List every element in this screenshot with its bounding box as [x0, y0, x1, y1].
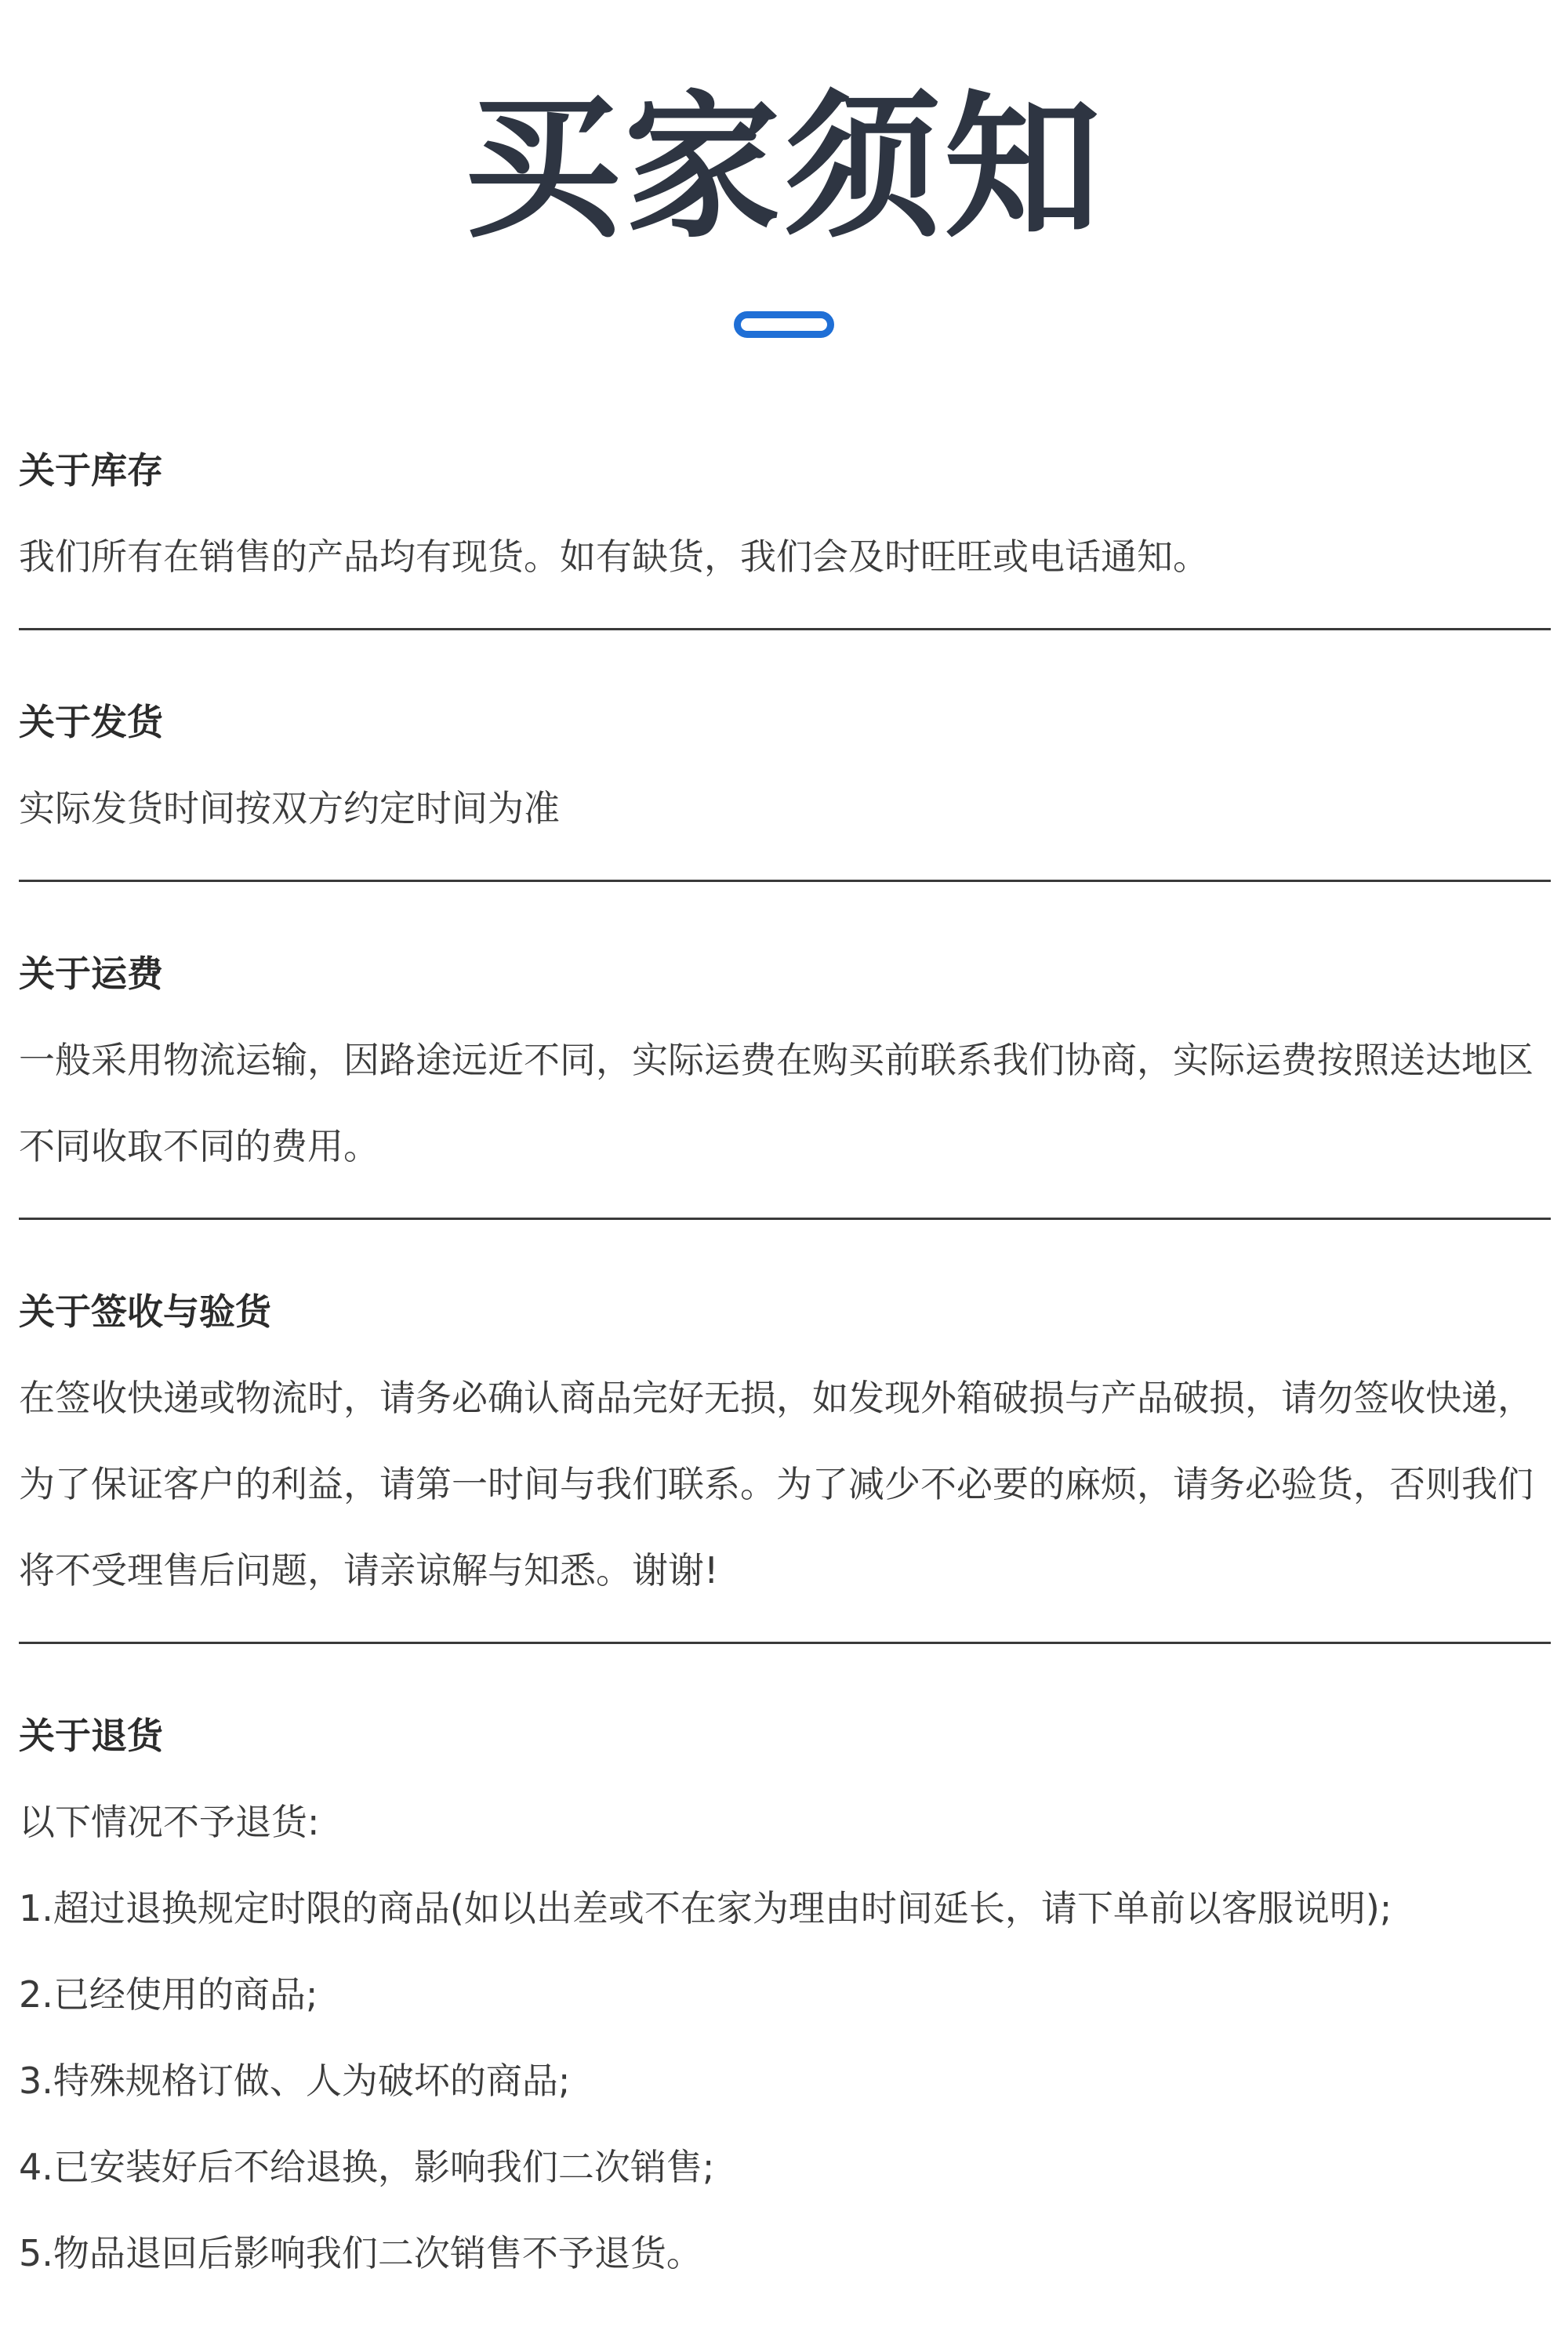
section-heading: 关于签收与验货 [19, 1290, 271, 1333]
section-freight [19, 931, 1551, 1220]
section-shipping [19, 679, 1551, 882]
section-body [19, 514, 1551, 600]
section-body [19, 765, 1551, 851]
return-rule-3: 3.特殊规格订做、人为破坏的商品; [19, 2060, 571, 2102]
return-rule-4: 4.已安装好后不给退换，影响我们二次销售; [19, 2146, 715, 2188]
section-text: 实际发货时间按双方约定时间为准 [19, 787, 560, 829]
section-inventory [19, 427, 1551, 630]
section-text: 我们所有在销售的产品均有现货。如有缺货，我们会及时旺旺或电话通知。 [19, 535, 1209, 578]
section-heading: 关于库存 [19, 449, 163, 492]
return-intro: 以下情况不予退货: [19, 1801, 320, 1843]
return-rule-1: 1.超过退换规定时限的商品(如以出差或不在家为理由时间延长，请下单前以客服说明); [19, 1887, 1392, 1929]
section-body [19, 1017, 1551, 1189]
section-body [19, 1355, 1551, 1613]
section-heading: 关于运费 [19, 953, 163, 995]
return-rule-5: 5.物品退回后影响我们二次销售不予退货。 [19, 2232, 702, 2274]
section-returns [19, 1693, 1551, 2325]
title-accent-decoration [734, 311, 834, 338]
notice-content [19, 427, 1551, 2325]
section-text: 一般采用物流运输，因路途远近不同，实际运费在购买前联系我们协商，实际运费按照送达地区不同收取不同的费用。 [19, 1039, 1534, 1167]
return-rule-2: 2.已经使用的商品; [19, 1973, 318, 2016]
page-title: 买家须知 [463, 77, 1104, 260]
section-heading: 关于退货 [19, 1715, 163, 1757]
section-receipt-inspection [19, 1269, 1551, 1644]
section-heading: 关于发货 [19, 701, 163, 743]
section-text: 在签收快递或物流时，请务必确认商品完好无损，如发现外箱破损与产品破损，请勿签收快递，为了保证客户的利益，请第一时间与我们联系。为了减少不必要的麻烦，请务必验货，否则我们将不受理售后问题，请亲谅解与知悉。谢谢! [19, 1377, 1534, 1592]
section-body [19, 1779, 1551, 2296]
